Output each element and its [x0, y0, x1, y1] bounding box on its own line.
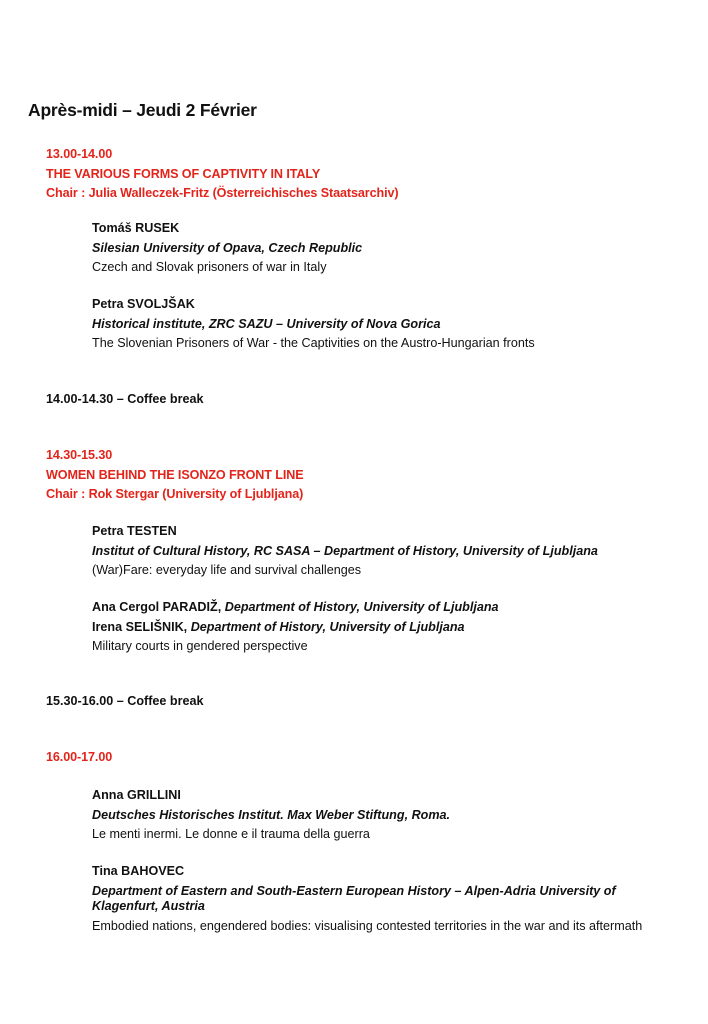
speaker-entry	[92, 786, 682, 845]
talk-title: The Slovenian Prisoners of War - the Captivities on the Austro-Hungarian fronts	[92, 336, 535, 350]
speaker-name: Anna GRILLINI	[92, 788, 181, 802]
talk-title: Military courts in gendered perspective	[92, 639, 308, 653]
page-title: Après-midi – Jeudi 2 Février	[28, 100, 257, 120]
talk-title: (War)Fare: everyday life and survival challenges	[92, 563, 362, 577]
coffee-break: 14.00-14.30 – Coffee break	[46, 392, 204, 406]
speaker-entry	[92, 862, 672, 934]
speaker-entry	[92, 598, 682, 657]
session-time: 14.30-15.30	[46, 448, 113, 462]
talk-title: Embodied nations, engendered bodies: visualising contested territories in the war and its aftermath	[92, 918, 643, 933]
speaker-affiliation: Historical institute, ZRC SAZU – University of Nova Gorica	[92, 316, 441, 331]
talk-title: Czech and Slovak prisoners of war in Italy	[92, 260, 327, 274]
session-time: 16.00-17.00	[46, 750, 113, 764]
talk-title: Le menti inermi. Le donne e il trauma della guerra	[92, 827, 370, 841]
session-header	[46, 446, 304, 505]
session-chair: Chair : Rok Stergar (University of Ljubljana)	[46, 487, 304, 501]
speaker-name: Tina BAHOVEC	[92, 864, 185, 878]
session-header	[46, 145, 399, 204]
speaker-name: Petra SVOLJŠAK	[92, 297, 195, 311]
speaker-name: Petra TESTEN	[92, 524, 177, 538]
speaker-name: Ana Cergol PARADIŽ,	[92, 600, 222, 614]
coffee-break: 15.30-16.00 – Coffee break	[46, 694, 204, 708]
speaker-affiliation: Department of History, University of Ljubljana	[190, 619, 465, 634]
speaker-affiliation: Institut of Cultural History, RC SASA – Department of History, University of Ljubljana	[92, 543, 598, 558]
speaker-affiliation: Silesian University of Opava, Czech Republic	[92, 240, 363, 255]
speaker-name: Irena SELIŠNIK,	[92, 619, 188, 634]
session-chair: Chair : Julia Walleczek-Fritz (Österreichisches Staatsarchiv)	[46, 186, 399, 200]
speaker-name: Tomáš RUSEK	[92, 221, 180, 235]
speaker-entry	[92, 295, 682, 354]
session-time: 13.00-14.00	[46, 147, 113, 161]
session-header	[46, 748, 112, 768]
session-title: THE VARIOUS FORMS OF CAPTIVITY IN ITALY	[46, 166, 321, 181]
speaker-entry	[92, 522, 682, 581]
speaker-entry	[92, 219, 682, 278]
session-title: WOMEN BEHIND THE ISONZO FRONT LINE	[46, 467, 304, 482]
speaker-affiliation: Deutsches Historisches Institut. Max Weber Stiftung, Roma.	[92, 807, 451, 822]
speaker-affiliation: Department of Eastern and South-Eastern European History – Alpen-Adria University of Klagenfurt, Austria	[92, 883, 616, 913]
speaker-affiliation: Department of History, University of Ljubljana	[224, 600, 499, 614]
